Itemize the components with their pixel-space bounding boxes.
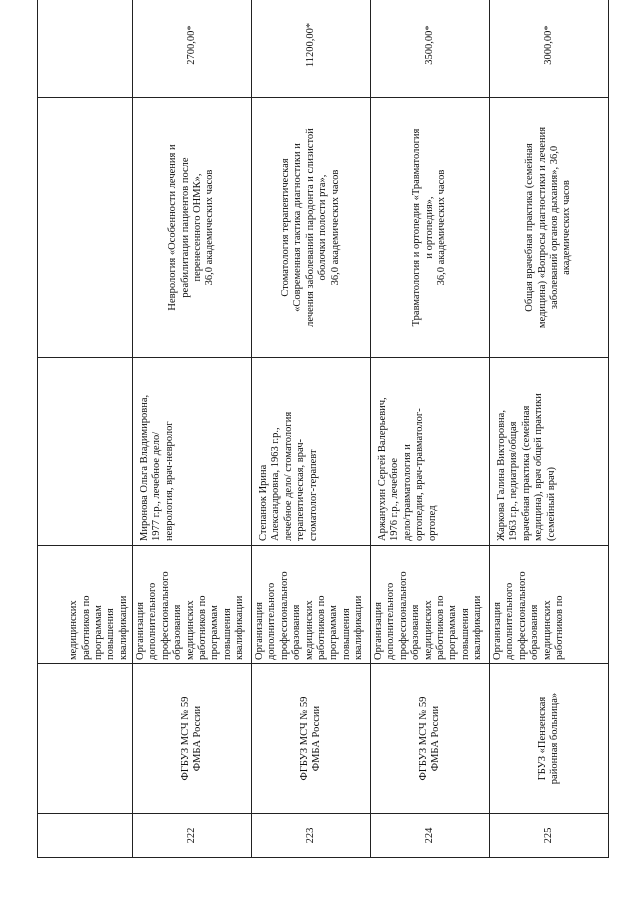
cell-person: Степанюк Ирина Александровна, 1963 г.р., лечебное дело/ стоматология терапевтическая, врач- стоматолог-терапевт [252,358,371,546]
cell-person-empty [38,358,133,546]
cell-person: Жаркова Галина Викторовна, 1963 г.р., педиатрия/общая врачебная практика (семейная медицина), врач общей практики (семейный врач) [490,358,609,546]
cell-number: 224 [371,814,490,858]
table-row [490,0,609,858]
cell-program-continuation: медицинских работников по программам повышения квалификации [38,546,133,664]
cell-person: Миронова Ольга Владимировна, 1977 г.р., лечебное дело/ неврология, врач-невролог [133,358,252,546]
cell-price-empty [38,0,133,98]
table-row [252,0,371,858]
cell-price: 11200,00* [252,0,371,98]
price-table [37,0,609,858]
cell-program: Организация дополнительного профессионального образования медицинских работников по программам повышения квалификации [133,546,252,664]
cell-person: Аржанухин Сергей Валерьевич, 1976 г.р., лечебное дело/травматология и ортопедия, врач-травматолог- ортопед [371,358,490,546]
cell-price: 3000,00* [490,0,609,98]
cell-organization-empty [38,664,133,814]
cell-number: 225 [490,814,609,858]
cell-program: Организация дополнительного профессионального образования медицинских работников по программам повышения квалификации [371,546,490,664]
cell-organization: ФГБУЗ МСЧ № 59 ФМБА России [371,664,490,814]
cell-number-empty [38,814,133,858]
cell-course-empty [38,98,133,358]
cell-course: Травматология и ортопедия «Травматология и ортопедия», 36,0 академических часов [371,98,490,358]
cell-number: 222 [133,814,252,858]
cell-price: 2700,00* [133,0,252,98]
table-row-continuation [38,0,133,858]
table-row [371,0,490,858]
cell-organization: ГБУЗ «Пензенская районная больница» [490,664,609,814]
cell-number: 223 [252,814,371,858]
cell-course: Общая врачебная практика (семейная медицина) «Вопросы диагностики и лечения заболеваний органов дыхания», 36,0 академических часов [490,98,609,358]
cell-price: 3500,00* [371,0,490,98]
cell-course: Стоматология терапевтическая «Современная тактика диагностики и лечения заболеваний пародонта и слизистой оболочки полости рта», 36,0 академических часов [252,98,371,358]
rotated-table-page [37,0,573,858]
cell-organization: ФГБУЗ МСЧ № 59 ФМБА России [133,664,252,814]
cell-course: Неврология «Особенности лечения и реабилитации пациентов после перенесенного ОНМК», 36,0 академических часов [133,98,252,358]
table-row [133,0,252,858]
cell-organization: ФГБУЗ МСЧ № 59 ФМБА России [252,664,371,814]
cell-program: Организация дополнительного профессионального образования медицинских работников по [490,546,609,664]
cell-program: Организация дополнительного профессионального образования медицинских работников по программам повышения квалификации [252,546,371,664]
